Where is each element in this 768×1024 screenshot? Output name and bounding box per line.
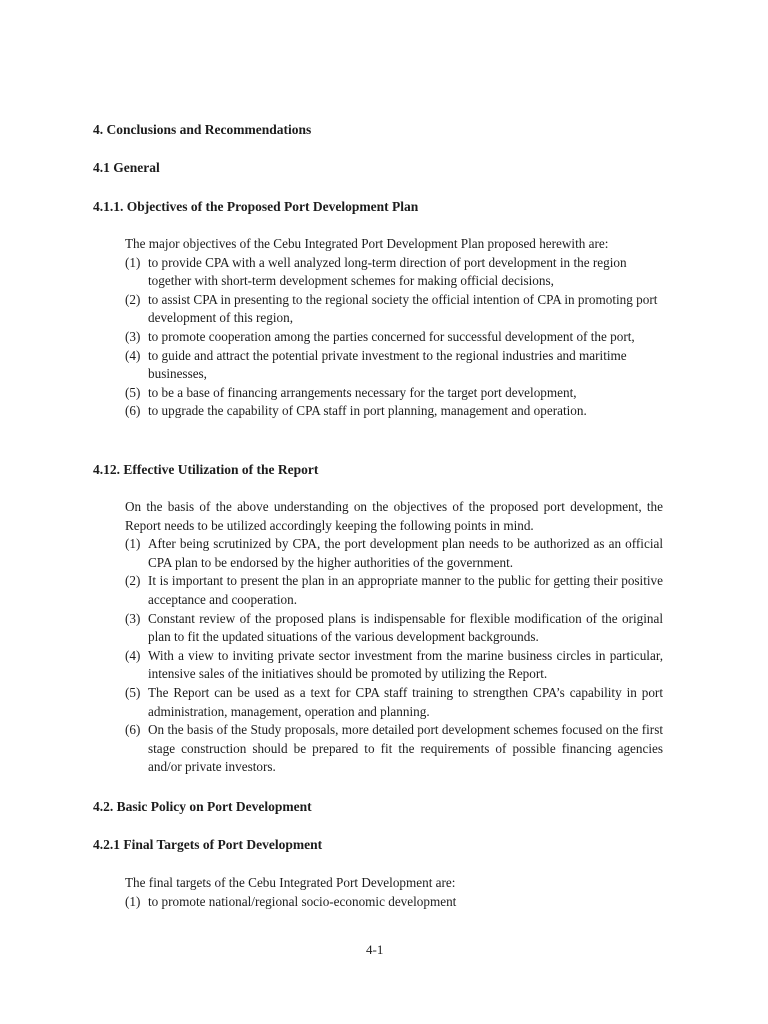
list-item-number: (1) — [125, 254, 141, 270]
list-item-text: Constant review of the proposed plans is indispensable for flexible modification of the original plan to fit the updated situations of the various development backgrounds. — [148, 610, 663, 645]
list-item — [125, 721, 663, 777]
list-item-text: It is important to present the plan in an appropriate manner to the public for getting their positive acceptance and cooperation. — [148, 573, 663, 607]
list-item — [125, 328, 663, 347]
list-item — [125, 647, 663, 684]
list-item-number: (2) — [125, 573, 141, 589]
list-item-number: (5) — [125, 684, 141, 700]
list-item-text: to upgrade the capability of CPA staff in port planning, management and operation. — [148, 403, 587, 419]
list-item — [125, 893, 663, 912]
list-item — [125, 610, 663, 647]
list-item — [125, 347, 663, 384]
list-item-number: (1) — [125, 536, 141, 552]
section-4-2-heading: 4.2. Basic Policy on Port Development — [93, 799, 312, 814]
list-item — [125, 535, 663, 572]
list-item — [125, 684, 663, 721]
list-item-number: (1) — [125, 893, 141, 909]
list-item-text: to promote cooperation among the parties concerned for successful development of the port, — [148, 328, 635, 344]
list-item-number: (3) — [125, 610, 141, 626]
list-item-text: to guide and attract the potential private investment to the regional industries and maritime businesses, — [148, 347, 627, 382]
list-item-number: (6) — [125, 722, 141, 738]
list-item — [125, 572, 663, 609]
objectives-list — [125, 254, 663, 421]
list-item-number: (2) — [125, 291, 141, 307]
list-item-number: (3) — [125, 328, 141, 344]
final-targets-block — [125, 874, 663, 911]
list-item-text: With a view to inviting private sector investment from the marine business circles in particular, intensive sales of the initiatives should be promoted by utilizing the Report. — [148, 647, 663, 682]
utilization-intro: On the basis of the above understanding on the objectives of the proposed port development, the Report needs to be utilized accordingly keeping the following points in mind. — [125, 499, 663, 533]
section-4-2-1-heading: 4.2.1 Final Targets of Port Development — [93, 837, 323, 852]
list-item-text: to be a base of financing arrangements necessary for the target port development, — [148, 384, 577, 400]
list-item — [125, 384, 663, 403]
list-item-number: (5) — [125, 384, 141, 400]
page-number: 4-1 — [366, 942, 384, 957]
section-4-1-heading: 4.1 General — [93, 160, 160, 175]
list-item-text: to assist CPA in presenting to the regional society the official intention of CPA in promoting port development of this region, — [148, 291, 658, 326]
objectives-intro: The major objectives of the Cebu Integrated Port Development Plan proposed herewith are: — [125, 236, 609, 251]
final-targets-intro: The final targets of the Cebu Integrated Port Development are: — [125, 875, 456, 890]
list-item-text: to promote national/regional socio-economic development — [148, 893, 457, 909]
list-item-text: On the basis of the Study proposals, more detailed port development schemes focused on the first stage construction should be prepared to fit the requirements of possible financing agencies and/or private investors. — [148, 722, 663, 775]
objectives-block — [125, 235, 663, 421]
list-item-text: After being scrutinized by CPA, the port development plan needs to be authorized as an official CPA plan to be endorsed by the higher authorities of the government. — [148, 536, 663, 570]
utilization-block — [125, 498, 663, 777]
list-item — [125, 402, 663, 421]
section-4-heading: 4. Conclusions and Recommendations — [93, 122, 312, 137]
list-item — [125, 291, 663, 328]
section-4-1-2-heading: 4.12. Effective Utilization of the Report — [93, 462, 319, 477]
section-4-1-1-heading: 4.1.1. Objectives of the Proposed Port Development Plan — [93, 199, 419, 214]
list-item — [125, 254, 663, 291]
utilization-list — [125, 535, 663, 777]
list-item-text: The Report can be used as a text for CPA staff training to strengthen CPA’s capability in port administration, management, operation and planning. — [148, 684, 663, 719]
list-item-number: (6) — [125, 403, 141, 419]
list-item-number: (4) — [125, 647, 141, 663]
list-item-text: to provide CPA with a well analyzed long-term direction of port development in the region together with short-term development schemes for making official decisions, — [148, 254, 627, 289]
list-item-number: (4) — [125, 347, 141, 363]
final-targets-list — [125, 893, 663, 912]
